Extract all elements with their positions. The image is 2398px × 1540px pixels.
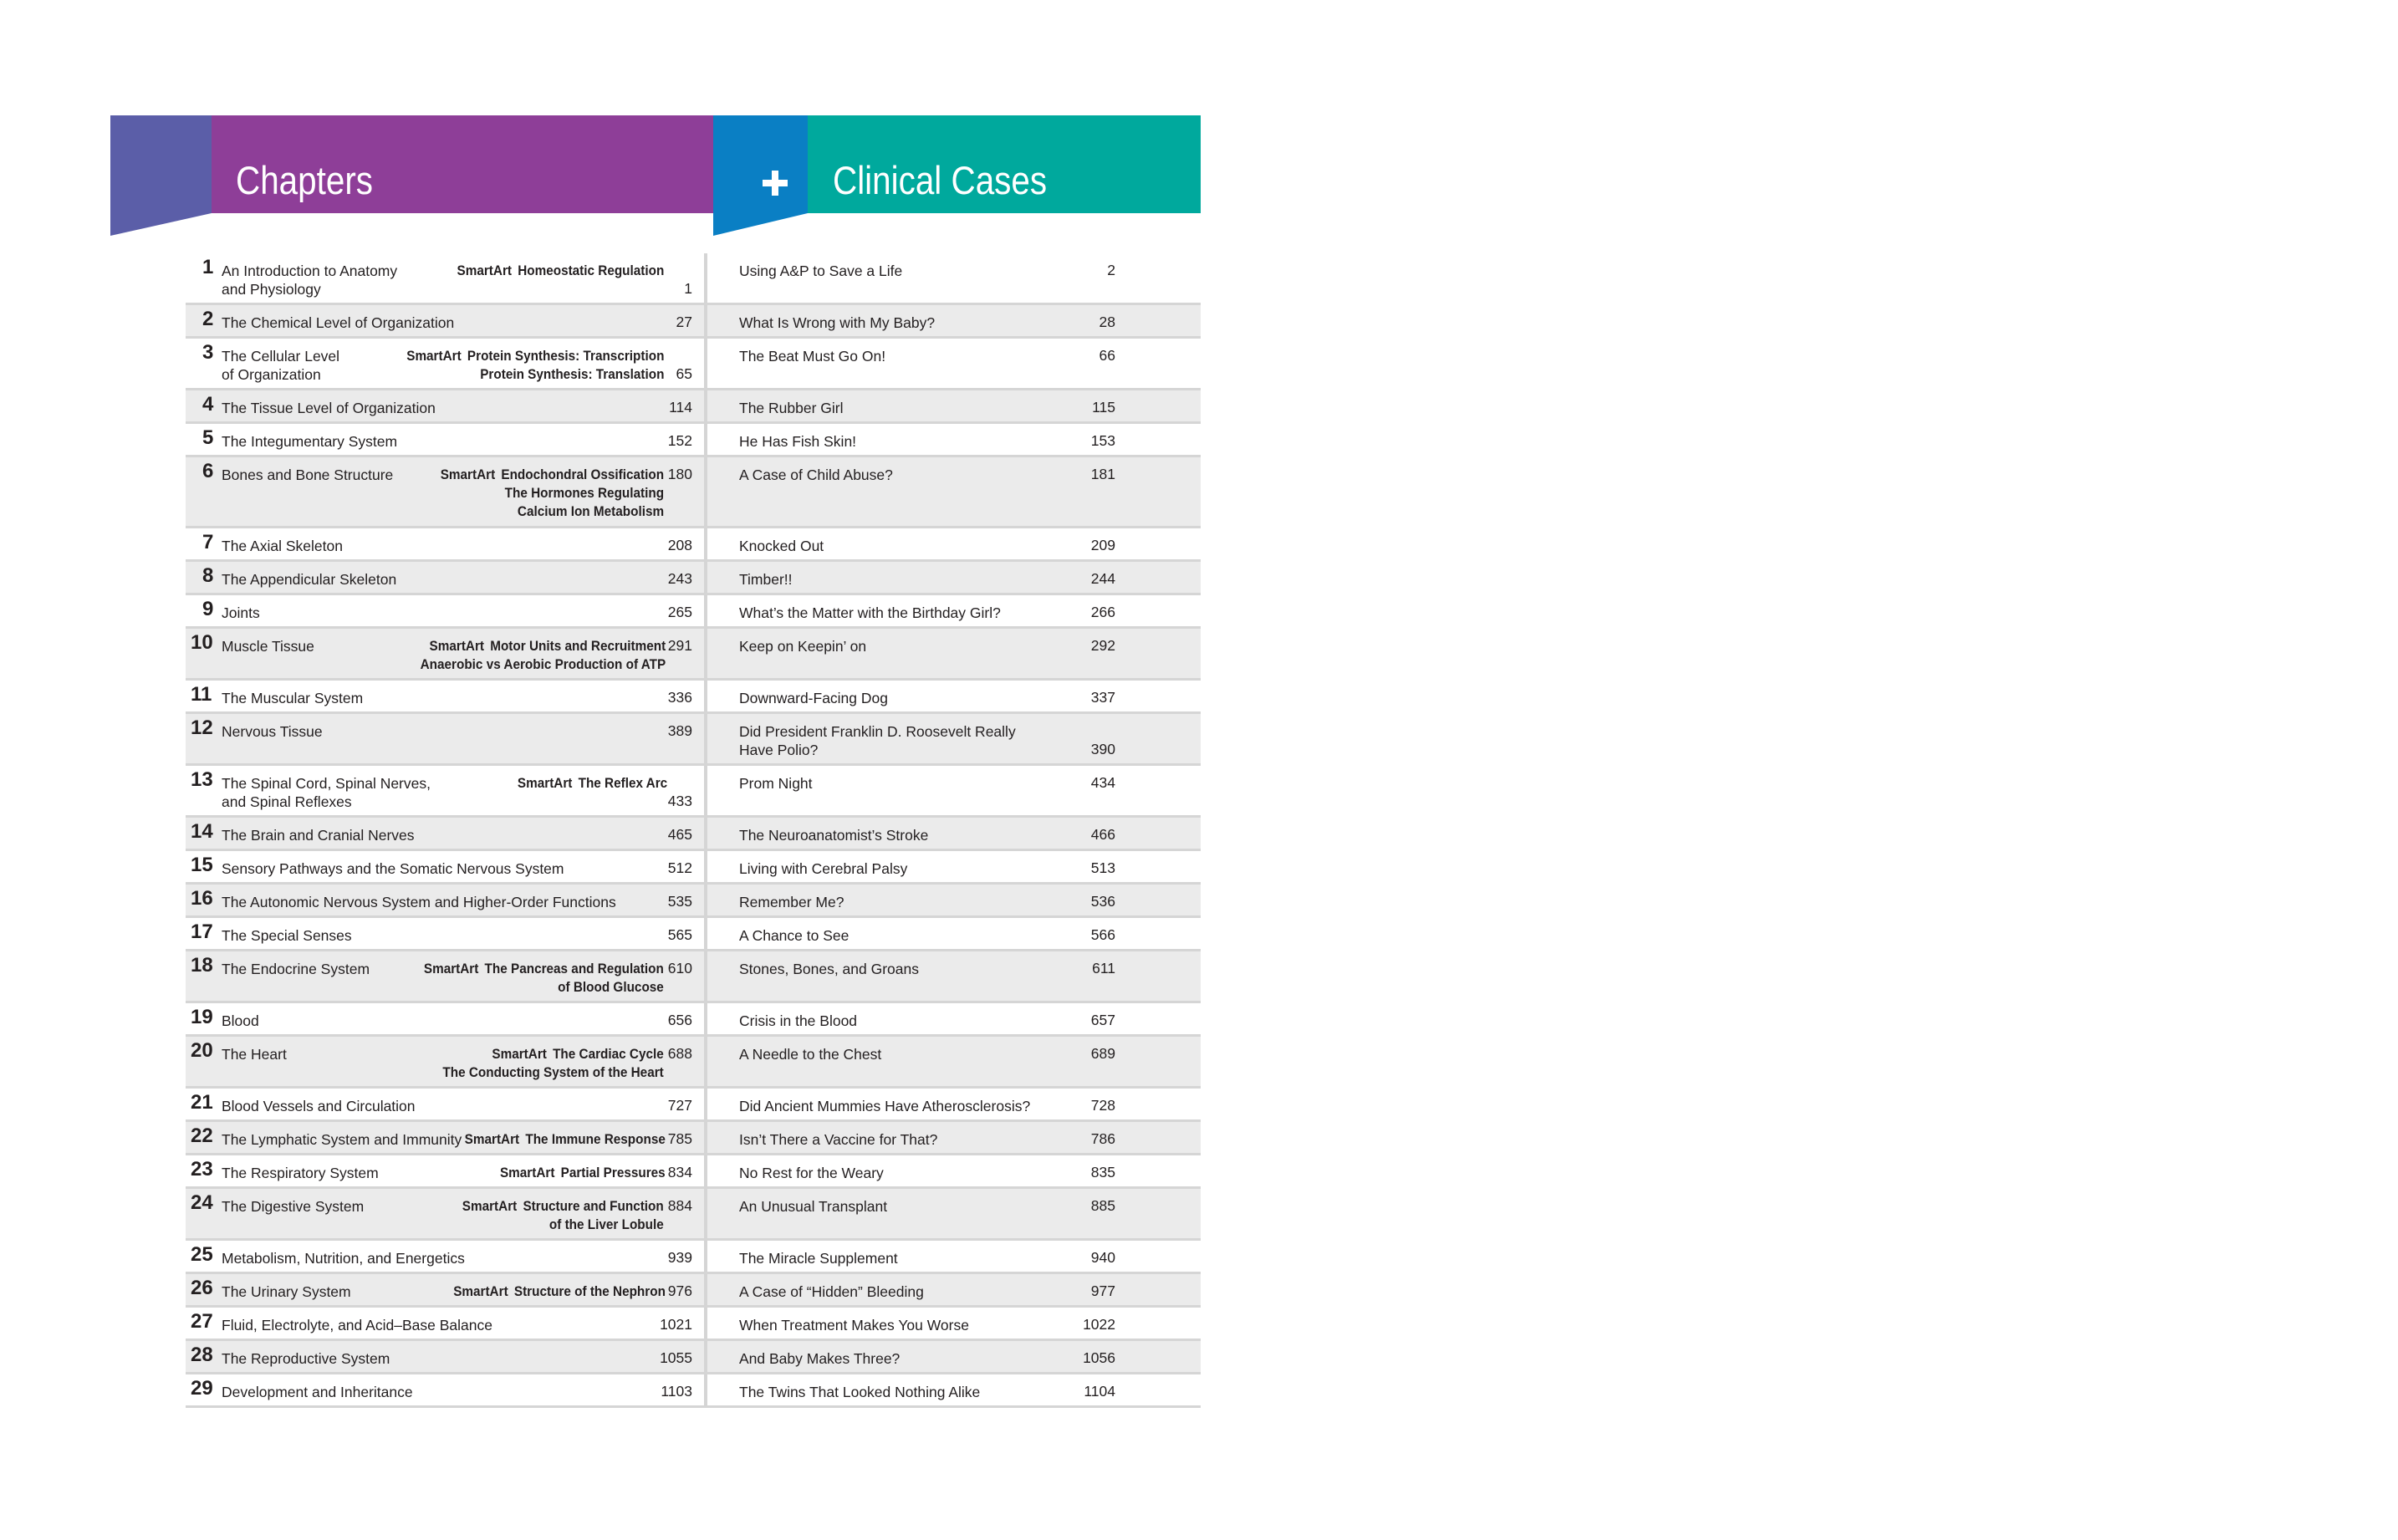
chapter-page: 1021 xyxy=(660,1316,692,1333)
case-title: A Chance to See xyxy=(739,927,850,944)
chapter-title: Nervous Tissue xyxy=(222,723,323,740)
chapter-number: 26 xyxy=(191,1277,213,1299)
smartart-topics xyxy=(443,1045,664,1082)
case-title: Stones, Bones, and Groans xyxy=(739,961,919,977)
case-title: He Has Fish Skin! xyxy=(739,433,857,450)
case-page: 1056 xyxy=(1083,1349,1115,1366)
chapter-number: 4 xyxy=(202,393,214,416)
chapter-number: 22 xyxy=(191,1124,213,1147)
chapter-title: Bones and Bone Structure xyxy=(222,467,394,483)
case-cell xyxy=(707,1341,1201,1372)
smartart-topic: of the Liver Lobule xyxy=(549,1216,664,1232)
smartart-topics xyxy=(420,637,666,674)
chapter-title: The Appendicular Skeleton xyxy=(222,571,397,588)
chapter-title: Fluid, Electrolyte, and Acid–Base Balance xyxy=(222,1317,492,1333)
smartart-topic: The Immune Response xyxy=(525,1131,666,1147)
chapter-title: Joints xyxy=(222,604,260,621)
chapter-title: The Chemical Level of Organization xyxy=(222,314,455,331)
smartart-topics xyxy=(500,1164,666,1182)
chapter-page: 336 xyxy=(667,689,692,706)
case-cell xyxy=(707,1003,1201,1034)
smartart-topics xyxy=(518,774,667,793)
smartart-topic: Homeostatic Regulation xyxy=(517,263,664,278)
case-page: 115 xyxy=(1092,399,1115,416)
chapter-page: 1 xyxy=(684,280,692,297)
chapter-cell xyxy=(186,1122,707,1153)
case-page: 2 xyxy=(1107,262,1115,278)
chapter-number: 14 xyxy=(191,820,213,843)
case-page: 244 xyxy=(1090,570,1115,587)
toc-row xyxy=(186,424,1201,457)
chapter-number: 23 xyxy=(191,1158,213,1180)
chapter-page: 180 xyxy=(667,466,692,482)
chapter-cell xyxy=(186,339,707,388)
case-title: Using A&P to Save a Life xyxy=(739,263,903,279)
case-title: The Neuroanatomist’s Stroke xyxy=(739,827,929,844)
chapter-number: 5 xyxy=(202,426,214,449)
chapter-number: 3 xyxy=(202,341,214,364)
chapter-page: 433 xyxy=(667,793,692,809)
chapter-page: 208 xyxy=(667,537,692,553)
chapter-cell xyxy=(186,1089,707,1119)
smartart-label: SmartArt xyxy=(492,1046,548,1062)
cases-header-accent xyxy=(713,115,808,236)
chapter-cell xyxy=(186,885,707,915)
toc-row xyxy=(186,253,1201,305)
case-page: 292 xyxy=(1090,637,1115,654)
case-page: 611 xyxy=(1092,960,1115,977)
chapter-title: An Introduction to Anatomy and Physiology xyxy=(222,263,398,298)
chapter-number: 8 xyxy=(202,564,214,587)
smartart-topics xyxy=(441,466,664,521)
case-page: 977 xyxy=(1090,1282,1115,1299)
toc-row xyxy=(186,1374,1201,1408)
case-title: The Rubber Girl xyxy=(739,400,844,416)
case-cell xyxy=(707,1155,1201,1186)
case-cell xyxy=(707,681,1201,711)
smartart-topics xyxy=(406,347,664,384)
chapter-page: 727 xyxy=(667,1097,692,1114)
chapter-cell xyxy=(186,714,707,763)
case-cell xyxy=(707,390,1201,421)
smartart-topic: The Reflex Arc xyxy=(578,775,667,791)
chapter-number: 20 xyxy=(191,1039,213,1062)
smartart-label: SmartArt xyxy=(457,263,512,278)
toc-row xyxy=(186,1122,1201,1155)
smartart-topics xyxy=(424,960,664,997)
case-page: 657 xyxy=(1090,1012,1115,1028)
toc-row xyxy=(186,1274,1201,1308)
toc-row xyxy=(186,714,1201,766)
case-cell xyxy=(707,1037,1201,1086)
chapter-number: 7 xyxy=(202,531,214,553)
toc-row xyxy=(186,1003,1201,1037)
chapter-title: Blood xyxy=(222,1012,259,1029)
toc-row xyxy=(186,528,1201,562)
case-title: Living with Cerebral Palsy xyxy=(739,860,908,877)
chapter-page: 834 xyxy=(667,1164,692,1180)
plus-icon xyxy=(763,171,788,196)
smartart-topic: Protein Synthesis: Translation xyxy=(479,366,664,382)
chapter-number: 25 xyxy=(191,1243,213,1266)
smartart-label: SmartArt xyxy=(406,348,462,364)
chapter-cell xyxy=(186,1241,707,1272)
chapter-title: The Tissue Level of Organization xyxy=(222,400,436,416)
case-page: 689 xyxy=(1090,1045,1115,1062)
case-cell xyxy=(707,885,1201,915)
chapter-cell xyxy=(186,951,707,1001)
chapter-number: 29 xyxy=(191,1377,213,1400)
case-page: 390 xyxy=(1090,741,1115,757)
case-title: Prom Night xyxy=(739,775,813,792)
smartart-label: SmartArt xyxy=(429,638,484,654)
case-page: 28 xyxy=(1099,314,1115,330)
case-page: 337 xyxy=(1090,689,1115,706)
toc-row xyxy=(186,681,1201,714)
chapter-page: 610 xyxy=(667,960,692,977)
case-cell xyxy=(707,253,1201,303)
toc-row xyxy=(186,851,1201,885)
chapter-title: Sensory Pathways and the Somatic Nervous System xyxy=(222,860,564,877)
toc-row xyxy=(186,305,1201,339)
chapter-title: The Urinary System xyxy=(222,1283,351,1300)
case-title: Remember Me? xyxy=(739,894,844,910)
chapter-number: 12 xyxy=(191,716,213,739)
case-title: The Miracle Supplement xyxy=(739,1250,898,1267)
case-page: 266 xyxy=(1090,604,1115,620)
smartart-label: SmartArt xyxy=(462,1198,518,1214)
chapter-cell xyxy=(186,918,707,949)
case-title: The Beat Must Go On! xyxy=(739,348,886,365)
smartart-label: SmartArt xyxy=(453,1283,508,1299)
chapter-cell xyxy=(186,1274,707,1305)
smartart-topic: The Conducting System of the Heart xyxy=(442,1064,664,1080)
chapter-title: The Digestive System xyxy=(222,1198,365,1215)
case-title: Downward-Facing Dog xyxy=(739,690,888,706)
chapter-title: The Lymphatic System and Immunity xyxy=(222,1131,462,1148)
chapter-title: The Reproductive System xyxy=(222,1350,390,1367)
chapter-cell xyxy=(186,1374,707,1405)
case-cell xyxy=(707,851,1201,882)
chapter-cell xyxy=(186,629,707,678)
chapter-cell xyxy=(186,1155,707,1186)
chapter-page: 465 xyxy=(667,826,692,843)
chapter-title: The Heart xyxy=(222,1046,287,1063)
chapter-title: Blood Vessels and Circulation xyxy=(222,1098,416,1114)
case-title: And Baby Makes Three? xyxy=(739,1350,901,1367)
chapter-page: 565 xyxy=(667,926,692,943)
chapter-title: The Special Senses xyxy=(222,927,352,944)
chapter-title: Muscle Tissue xyxy=(222,638,314,655)
smartart-topics xyxy=(453,1282,666,1301)
chapter-title: The Muscular System xyxy=(222,690,364,706)
case-page: 1022 xyxy=(1083,1316,1115,1333)
chapter-cell xyxy=(186,424,707,455)
chapter-page: 1055 xyxy=(660,1349,692,1366)
case-cell xyxy=(707,457,1201,526)
case-page: 940 xyxy=(1090,1249,1115,1266)
chapter-page: 1103 xyxy=(661,1383,692,1400)
case-cell xyxy=(707,1089,1201,1119)
case-cell xyxy=(707,1274,1201,1305)
case-page: 536 xyxy=(1090,893,1115,910)
case-cell xyxy=(707,818,1201,849)
toc-row xyxy=(186,766,1201,818)
smartart-label: SmartArt xyxy=(464,1131,520,1147)
chapter-page: 152 xyxy=(667,432,692,449)
chapter-cell xyxy=(186,818,707,849)
case-cell xyxy=(707,424,1201,455)
case-title: What Is Wrong with My Baby? xyxy=(739,314,936,331)
chapter-title: Development and Inheritance xyxy=(222,1384,413,1400)
toc-row xyxy=(186,1189,1201,1241)
smartart-topics xyxy=(462,1197,664,1234)
chapter-cell xyxy=(186,528,707,559)
toc-row xyxy=(186,1241,1201,1274)
chapter-number: 10 xyxy=(191,631,213,654)
smartart-topic: The Cardiac Cycle xyxy=(553,1046,664,1062)
toc-row xyxy=(186,562,1201,595)
chapter-title: The Endocrine System xyxy=(222,961,370,977)
case-page: 181 xyxy=(1090,466,1115,482)
toc-row xyxy=(186,1037,1201,1089)
smartart-topic: Protein Synthesis: Transcription xyxy=(467,348,664,364)
toc-row xyxy=(186,595,1201,629)
toc-row xyxy=(186,1308,1201,1341)
toc-row xyxy=(186,951,1201,1003)
chapter-page: 976 xyxy=(667,1282,692,1299)
chapter-page: 27 xyxy=(676,314,692,330)
toc-row xyxy=(186,1155,1201,1189)
case-page: 885 xyxy=(1090,1197,1115,1214)
chapter-title: The Autonomic Nervous System and Higher-Order Functions xyxy=(222,894,616,910)
case-cell xyxy=(707,918,1201,949)
chapter-cell xyxy=(186,595,707,626)
chapter-page: 939 xyxy=(667,1249,692,1266)
chapter-number: 21 xyxy=(191,1091,213,1114)
chapter-page: 535 xyxy=(667,893,692,910)
case-page: 153 xyxy=(1090,432,1115,449)
case-title: What’s the Matter with the Birthday Girl? xyxy=(739,604,1001,621)
chapter-page: 114 xyxy=(669,399,692,416)
smartart-topic: Structure of the Nephron xyxy=(513,1283,666,1299)
chapter-cell xyxy=(186,1308,707,1339)
case-title: A Case of “Hidden” Bleeding xyxy=(739,1283,924,1300)
chapter-page: 243 xyxy=(667,570,692,587)
chapter-cell xyxy=(186,681,707,711)
case-page: 434 xyxy=(1090,774,1115,791)
cases-title: Clinical Cases xyxy=(833,158,1048,202)
chapter-cell xyxy=(186,562,707,593)
chapter-page: 265 xyxy=(667,604,692,620)
case-cell xyxy=(707,629,1201,678)
smartart-label: SmartArt xyxy=(500,1165,555,1180)
case-cell xyxy=(707,595,1201,626)
case-cell xyxy=(707,951,1201,1001)
chapter-title: Metabolism, Nutrition, and Energetics xyxy=(222,1250,465,1267)
smartart-topic: Calcium Ion Metabolism xyxy=(517,503,664,519)
chapter-cell xyxy=(186,390,707,421)
chapter-title: The Spinal Cord, Spinal Nerves, and Spinal Reflexes xyxy=(222,775,431,810)
case-page: 209 xyxy=(1090,537,1115,553)
case-page: 466 xyxy=(1090,826,1115,843)
chapter-page: 688 xyxy=(667,1045,692,1062)
case-page: 786 xyxy=(1090,1130,1115,1147)
case-cell xyxy=(707,1308,1201,1339)
case-cell xyxy=(707,562,1201,593)
chapter-cell xyxy=(186,1003,707,1034)
case-title: A Case of Child Abuse? xyxy=(739,467,893,483)
case-page: 566 xyxy=(1090,926,1115,943)
toc-row xyxy=(186,1341,1201,1374)
smartart-topic: The Pancreas and Regulation xyxy=(484,961,664,977)
case-title: An Unusual Transplant xyxy=(739,1198,888,1215)
chapter-cell xyxy=(186,305,707,336)
chapter-number: 9 xyxy=(202,598,214,620)
case-cell xyxy=(707,1374,1201,1405)
chapter-title: The Integumentary System xyxy=(222,433,398,450)
chapter-cell xyxy=(186,457,707,526)
case-page: 835 xyxy=(1090,1164,1115,1180)
smartart-label: SmartArt xyxy=(424,961,479,977)
smartart-topic: Anaerobic vs Aerobic Production of ATP xyxy=(420,656,666,672)
chapter-page: 884 xyxy=(667,1197,692,1214)
chapters-header-accent xyxy=(110,115,212,236)
smartart-topic: of Blood Glucose xyxy=(558,979,664,995)
chapter-title: The Brain and Cranial Nerves xyxy=(222,827,415,844)
case-title: When Treatment Makes You Worse xyxy=(739,1317,969,1333)
chapter-page: 785 xyxy=(667,1130,692,1147)
case-cell xyxy=(707,1241,1201,1272)
case-title: Isn’t There a Vaccine for That? xyxy=(739,1131,938,1148)
case-page: 513 xyxy=(1090,859,1115,876)
chapter-number: 28 xyxy=(191,1344,213,1366)
case-title: A Needle to the Chest xyxy=(739,1046,882,1063)
toc-row xyxy=(186,885,1201,918)
case-title: Did President Franklin D. Roosevelt Really Have Polio? xyxy=(739,723,1016,758)
case-title: Keep on Keepin’ on xyxy=(739,638,867,655)
chapter-number: 11 xyxy=(191,683,212,706)
case-cell xyxy=(707,305,1201,336)
case-cell xyxy=(707,528,1201,559)
smartart-topic: Motor Units and Recruitment xyxy=(490,638,666,654)
case-page: 66 xyxy=(1099,347,1115,364)
smartart-topics xyxy=(457,262,664,280)
case-cell xyxy=(707,766,1201,815)
case-cell xyxy=(707,339,1201,388)
smartart-topics xyxy=(465,1130,666,1149)
case-title: Knocked Out xyxy=(739,538,824,554)
smartart-topic: Structure and Function xyxy=(523,1198,664,1214)
chapters-title: Chapters xyxy=(236,158,374,202)
toc-row xyxy=(186,390,1201,424)
chapter-cell xyxy=(186,851,707,882)
chapter-title: The Axial Skeleton xyxy=(222,538,343,554)
chapter-number: 24 xyxy=(191,1191,213,1214)
chapter-number: 27 xyxy=(191,1310,213,1333)
case-cell xyxy=(707,1122,1201,1153)
toc-row xyxy=(186,457,1201,528)
chapter-cell xyxy=(186,1189,707,1238)
contents-table xyxy=(186,253,1201,1408)
chapter-cell xyxy=(186,253,707,303)
chapter-page: 512 xyxy=(667,859,692,876)
case-title: Timber!! xyxy=(739,571,793,588)
case-title: Did Ancient Mummies Have Atherosclerosis? xyxy=(739,1098,1031,1114)
toc-row xyxy=(186,629,1201,681)
smartart-label: SmartArt xyxy=(440,467,496,482)
chapter-title: The Respiratory System xyxy=(222,1165,379,1181)
case-title: The Twins That Looked Nothing Alike xyxy=(739,1384,981,1400)
case-cell xyxy=(707,714,1201,763)
toc-row xyxy=(186,918,1201,951)
chapter-number: 6 xyxy=(202,460,214,482)
chapter-title: The Cellular Level of Organization xyxy=(222,348,340,383)
smartart-label: SmartArt xyxy=(517,775,573,791)
case-title: Crisis in the Blood xyxy=(739,1012,858,1029)
chapter-cell xyxy=(186,1341,707,1372)
case-page: 728 xyxy=(1090,1097,1115,1114)
chapter-number: 17 xyxy=(191,920,213,943)
case-title: No Rest for the Weary xyxy=(739,1165,884,1181)
smartart-topic: The Hormones Regulating xyxy=(504,485,664,501)
chapter-cell xyxy=(186,766,707,815)
chapter-page: 656 xyxy=(667,1012,692,1028)
toc-row xyxy=(186,818,1201,851)
chapter-page: 389 xyxy=(667,722,692,739)
chapter-number: 15 xyxy=(191,854,213,876)
chapter-page: 65 xyxy=(676,365,692,382)
chapter-number: 16 xyxy=(191,887,213,910)
chapter-number: 2 xyxy=(202,308,214,330)
chapter-page: 291 xyxy=(667,637,692,654)
chapter-number: 19 xyxy=(191,1006,213,1028)
case-cell xyxy=(707,1189,1201,1238)
chapter-number: 1 xyxy=(202,256,214,278)
case-page: 1104 xyxy=(1084,1383,1115,1400)
smartart-topic: Endochondral Ossification xyxy=(501,467,664,482)
chapter-cell xyxy=(186,1037,707,1086)
toc-row xyxy=(186,339,1201,390)
toc-row xyxy=(186,1089,1201,1122)
smartart-topic: Partial Pressures xyxy=(560,1165,666,1180)
chapter-number: 13 xyxy=(191,768,213,791)
chapter-number: 18 xyxy=(191,954,213,977)
